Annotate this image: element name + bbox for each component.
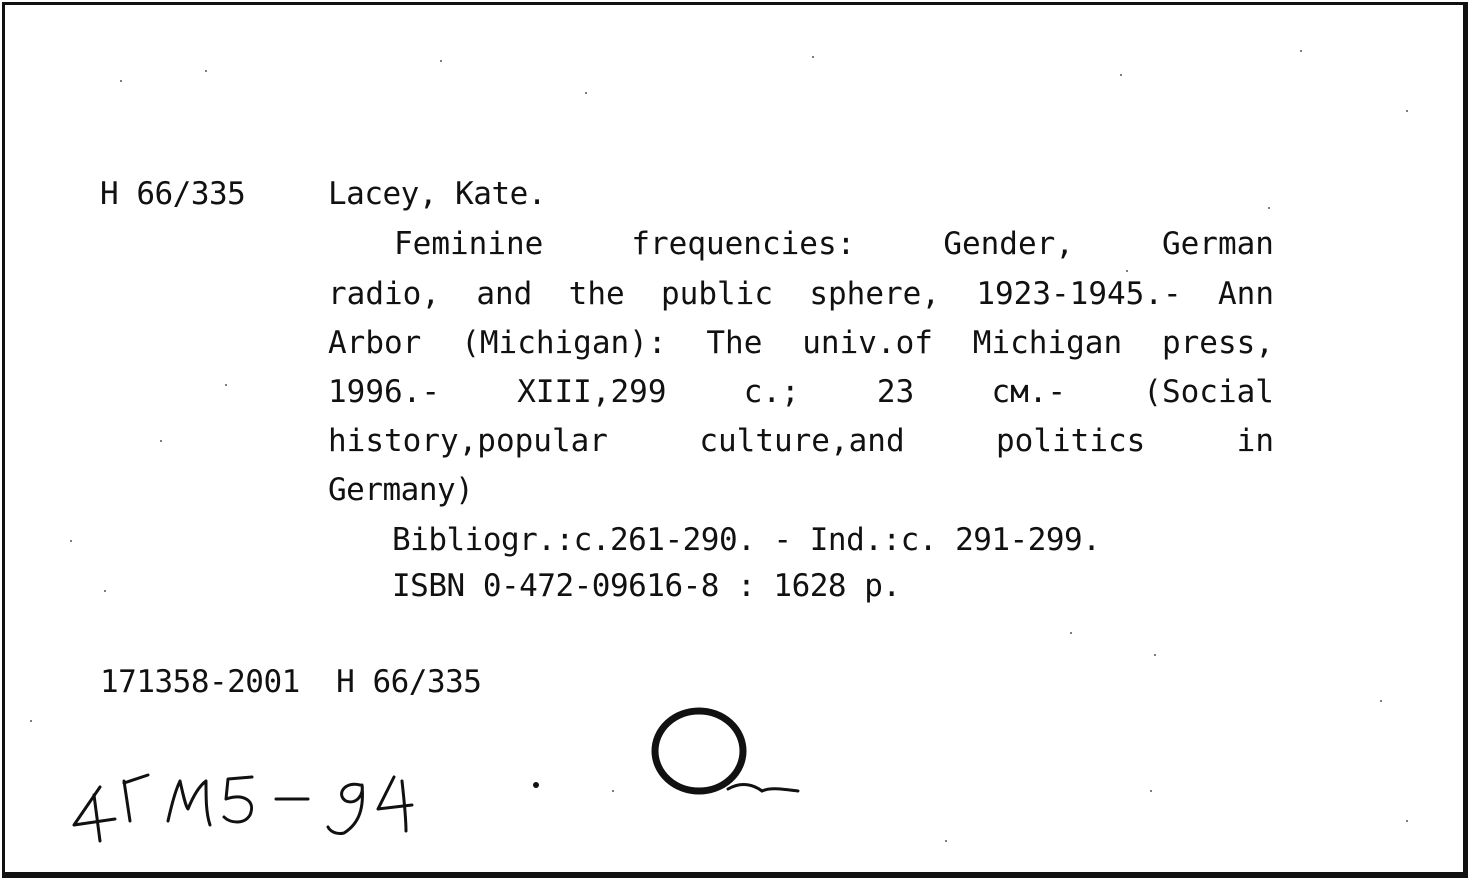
scan-speck [1154,654,1156,656]
accession-number: 171358-2001 H 66/335 [100,664,482,700]
scan-speck [612,790,614,792]
word: Feminine [394,226,544,262]
word: history,popular [328,423,608,459]
word: Gender, [943,226,1074,262]
shelfmark: H 66/335 [100,176,246,212]
word: Ann [1218,276,1274,312]
word: XIII,299 [517,374,667,410]
stamp-mark [650,705,810,805]
scan-speck [30,720,32,722]
scan-speck [70,540,72,542]
word: public [661,276,773,312]
word: The [706,325,763,361]
scan-speck [585,92,587,94]
title-line-1 [394,220,1274,269]
scan-speck [120,80,122,82]
word: culture,and [699,423,905,459]
word: (Social [1143,374,1274,410]
scan-speck [1070,632,1072,634]
title-line-3 [328,319,1274,368]
scan-speck [1300,50,1302,52]
bibliography-note: Bibliogr.:c.261-290. - Ind.:c. 291-299. [392,522,1101,558]
word: sphere, [809,276,940,312]
word: 1923-1945.- [976,276,1182,312]
ink-dot [533,782,539,788]
scan-speck [1406,820,1408,822]
scan-speck [104,590,106,592]
scan-speck [945,840,947,842]
word: frequencies: [631,226,856,262]
title-line-5 [328,417,1274,466]
word: 1996.- [328,374,440,410]
title-line-6: Germany) [328,472,474,508]
word: Michigan [972,325,1123,361]
scan-speck [225,384,227,386]
title-line-4 [328,368,1274,417]
handwritten-note [60,755,440,855]
word: and [476,276,533,312]
author-heading: Lacey, Kate. [328,176,546,212]
word: см.- [991,374,1067,410]
scan-speck [1120,74,1122,76]
scan-speck [812,56,814,58]
scan-speck [1268,207,1270,209]
scan-speck [440,60,442,62]
word: c.; [743,374,800,410]
word: in [1236,423,1274,459]
word: Arbor [328,325,422,361]
isbn-line: ISBN 0-472-09616-8 : 1628 p. [392,568,901,604]
scan-speck [1380,700,1382,702]
word: politics [996,423,1146,459]
scan-speck [160,440,162,442]
word: press, [1161,325,1274,361]
word: 23 [876,374,915,410]
word: the [568,276,625,312]
word: German [1161,226,1274,262]
scan-speck [1150,790,1152,792]
scan-speck [205,70,207,72]
word: (Michigan): [461,325,667,361]
scan-speck [1406,110,1408,112]
word: univ.of [802,325,933,361]
scan-speck [1126,270,1128,272]
title-line-2 [328,270,1274,319]
word: radio, [328,276,440,312]
